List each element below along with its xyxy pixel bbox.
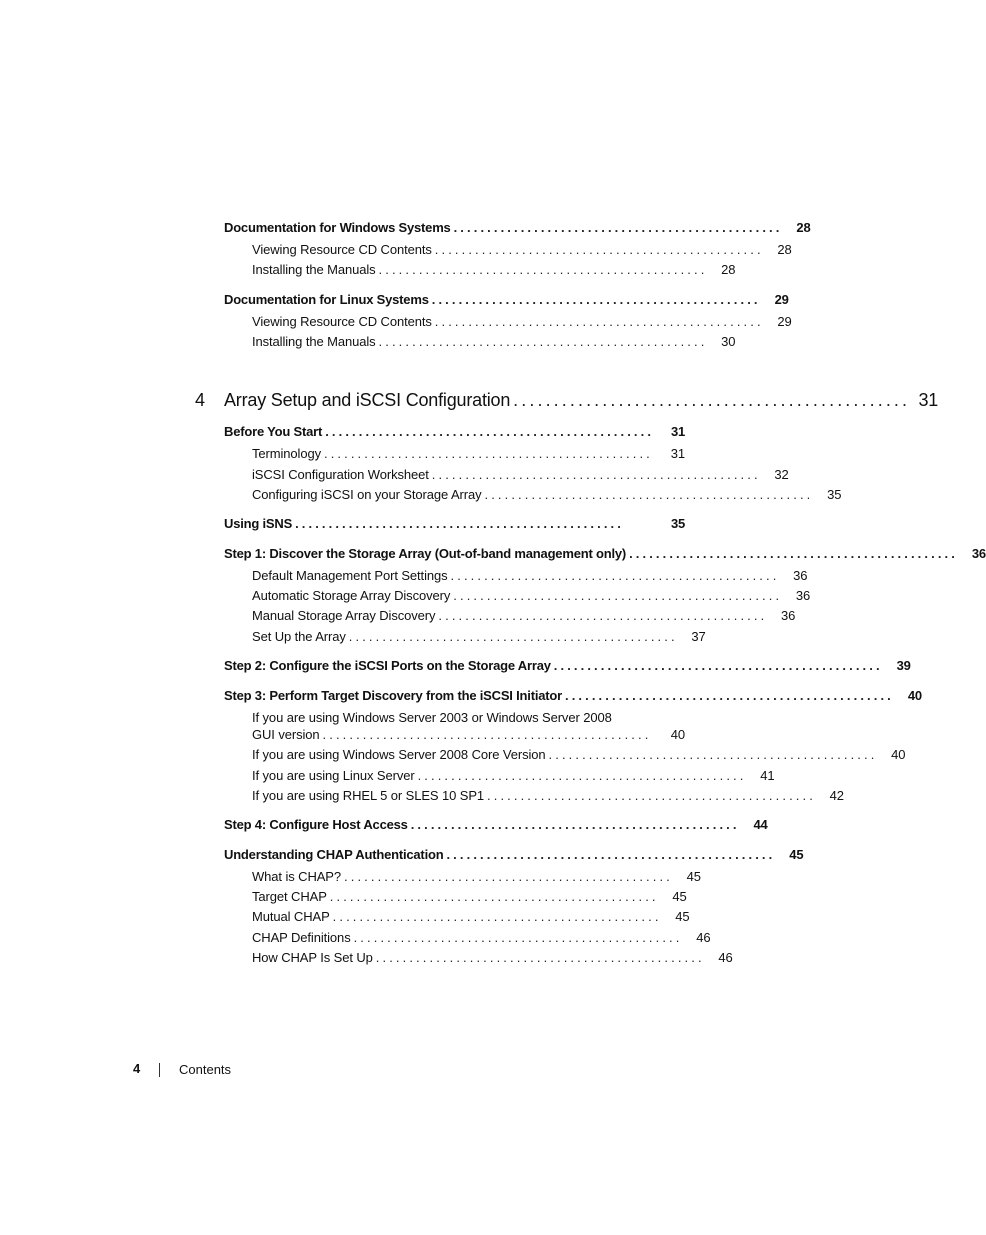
toc-entry-page: 42	[829, 788, 844, 803]
toc-entry-page: 28	[721, 262, 736, 277]
toc-entry-label: Viewing Resource CD Contents	[252, 314, 432, 329]
chapter-page: 31	[918, 390, 939, 410]
toc-entry-page: 31	[670, 446, 685, 461]
toc-entry-page: 29	[774, 292, 789, 307]
toc-entry-page: 29	[777, 314, 792, 329]
toc-entry-page: 46	[718, 950, 733, 965]
toc-entry[interactable]: Automatic Storage Array Discovery ................................................. 36	[252, 588, 811, 603]
toc-entry-label: Manual Storage Array Discovery	[252, 608, 436, 623]
toc-entry[interactable]: How CHAP Is Set Up ................................................. 46	[252, 950, 733, 965]
toc-entry-page: 35	[827, 487, 842, 502]
toc-entry[interactable]: Understanding CHAP Authentication ................................................. 45	[224, 847, 804, 862]
toc-entry-label: If you are using Linux Server	[252, 768, 415, 783]
toc-entry-page: 46	[696, 930, 711, 945]
toc-entry-label: Set Up the Array	[252, 629, 346, 644]
toc-entry-label: CHAP Definitions	[252, 930, 351, 945]
toc-entry-label: If you are using Windows Server 2008 Core Version	[252, 747, 546, 762]
toc-entry-label: Before You Start	[224, 424, 323, 439]
toc-entry-page: 36	[793, 568, 808, 583]
toc-entry[interactable]: Installing the Manuals ................................................. 30	[252, 334, 736, 349]
toc-entry-page: 39	[896, 658, 911, 673]
toc-entry-label: Documentation for Linux Systems	[224, 292, 429, 307]
toc-entry-label: Step 4: Configure Host Access	[224, 817, 408, 832]
toc-entry-page: 32	[774, 467, 789, 482]
toc-entry-page: 40	[670, 727, 685, 742]
toc-entry-label: What is CHAP?	[252, 869, 342, 884]
toc-entry-page: 45	[675, 909, 690, 924]
toc-entry-label-line1[interactable]: If you are using Windows Server 2003 or Windows Server 2008	[252, 710, 612, 725]
toc-entry[interactable]: Documentation for Windows Systems ................................................. 28	[224, 220, 811, 235]
footer-page-number: 4	[133, 1061, 141, 1076]
toc-entry-page: 40	[907, 688, 922, 703]
toc-entry-label: Automatic Storage Array Discovery	[252, 588, 451, 603]
toc-entry-label: GUI version	[252, 727, 320, 742]
toc-entry-label: Installing the Manuals	[252, 262, 376, 277]
chapter-title: Array Setup and iSCSI Configuration	[224, 390, 511, 410]
toc-entry[interactable]: Using iSNS ................................................. 35	[224, 516, 685, 531]
toc-entry[interactable]: What is CHAP? ................................................. 45	[252, 869, 701, 884]
toc-entry-page: 30	[721, 334, 736, 349]
toc-entry[interactable]: Step 2: Configure the iSCSI Ports on the Storage Array ................................................. 39	[224, 658, 911, 673]
toc-entry-page: 36	[971, 546, 986, 561]
chapter-entry[interactable]: Array Setup and iSCSI Configuration ................................................. 31	[224, 390, 939, 410]
toc-entry[interactable]: Viewing Resource CD Contents ................................................. 29	[252, 314, 792, 329]
toc-entry-label: Target CHAP	[252, 889, 327, 904]
toc-entry-label: If you are using RHEL 5 or SLES 10 SP1	[252, 788, 485, 803]
toc-entry-page: 45	[686, 869, 701, 884]
toc-entry-page: 36	[781, 608, 796, 623]
toc-entry-label: Using iSNS	[224, 516, 293, 531]
toc-entry[interactable]: GUI version ................................................. 40	[252, 727, 685, 742]
toc-entry-page: 36	[795, 588, 811, 603]
toc-entry[interactable]: Manual Storage Array Discovery ................................................. 36	[252, 608, 796, 623]
toc-entry-label: Installing the Manuals	[252, 334, 376, 349]
toc-entry[interactable]: Configuring iSCSI on your Storage Array ................................................. 35	[252, 487, 842, 502]
toc-entry[interactable]: Target CHAP ................................................. 45	[252, 889, 687, 904]
toc-entry[interactable]: Step 1: Discover the Storage Array (Out-of-band management only) ................................................. 36	[224, 546, 986, 561]
toc-entry[interactable]: Viewing Resource CD Contents ................................................. 28	[252, 242, 792, 257]
toc-entry[interactable]: Step 3: Perform Target Discovery from the iSCSI Initiator ................................................. 40	[224, 688, 922, 703]
chapter-number: 4	[195, 390, 206, 410]
toc-entry-label: Default Management Port Settings	[252, 568, 448, 583]
toc-entry[interactable]: iSCSI Configuration Worksheet ................................................. 32	[252, 467, 789, 482]
toc-entry-page: 28	[777, 242, 792, 257]
toc-entry-page: 37	[691, 629, 706, 644]
toc-entry[interactable]: If you are using Linux Server ................................................. 41	[252, 768, 775, 783]
toc-entry[interactable]: Installing the Manuals ................................................. 28	[252, 262, 736, 277]
toc-entry-page: 31	[670, 424, 685, 439]
toc-entry-label: iSCSI Configuration Worksheet	[252, 467, 429, 482]
toc-entry-label: Step 2: Configure the iSCSI Ports on the Storage Array	[224, 658, 551, 673]
toc-entry-label: Understanding CHAP Authentication	[224, 847, 444, 862]
toc-entry-page: 44	[753, 817, 768, 832]
toc-entry[interactable]: Default Management Port Settings ................................................. 36	[252, 568, 808, 583]
toc-entry[interactable]: Step 4: Configure Host Access ................................................. 44	[224, 817, 768, 832]
toc-entry-page: 28	[796, 220, 811, 235]
toc-entry-label: Configuring iSCSI on your Storage Array	[252, 487, 482, 502]
toc-entry-page: 40	[891, 747, 906, 762]
toc-entry[interactable]: CHAP Definitions ................................................. 46	[252, 930, 711, 945]
toc-entry[interactable]: Set Up the Array ................................................. 37	[252, 629, 706, 644]
toc-entry[interactable]: Terminology ................................................. 31	[252, 446, 685, 461]
toc-entry-page: 45	[672, 889, 687, 904]
toc-entry-label: Mutual CHAP	[252, 909, 330, 924]
toc-entry-page: 45	[789, 847, 804, 862]
toc-entry-label: How CHAP Is Set Up	[252, 950, 373, 965]
toc-entry[interactable]: Mutual CHAP ................................................. 45	[252, 909, 690, 924]
toc-entry-page: 41	[760, 768, 775, 783]
toc-entry-label: Terminology	[252, 446, 321, 461]
toc-entry[interactable]: If you are using Windows Server 2008 Core Version ................................................. 40	[252, 747, 906, 762]
toc-entry[interactable]: If you are using RHEL 5 or SLES 10 SP1 ................................................. 42	[252, 788, 844, 803]
toc-entry-label: Viewing Resource CD Contents	[252, 242, 432, 257]
toc-entry-label: Step 3: Perform Target Discovery from the iSCSI Initiator	[224, 688, 562, 703]
footer-divider	[159, 1063, 160, 1077]
toc-entry[interactable]: Documentation for Linux Systems ................................................. 29	[224, 292, 789, 307]
toc-entry-label: Documentation for Windows Systems	[224, 220, 451, 235]
toc-entry[interactable]: Before You Start ................................................. 31	[224, 424, 685, 439]
toc-entry-label: Step 1: Discover the Storage Array (Out-of-band management only)	[224, 546, 627, 561]
toc-entry-page: 35	[670, 516, 685, 531]
footer-title: Contents	[179, 1062, 232, 1077]
